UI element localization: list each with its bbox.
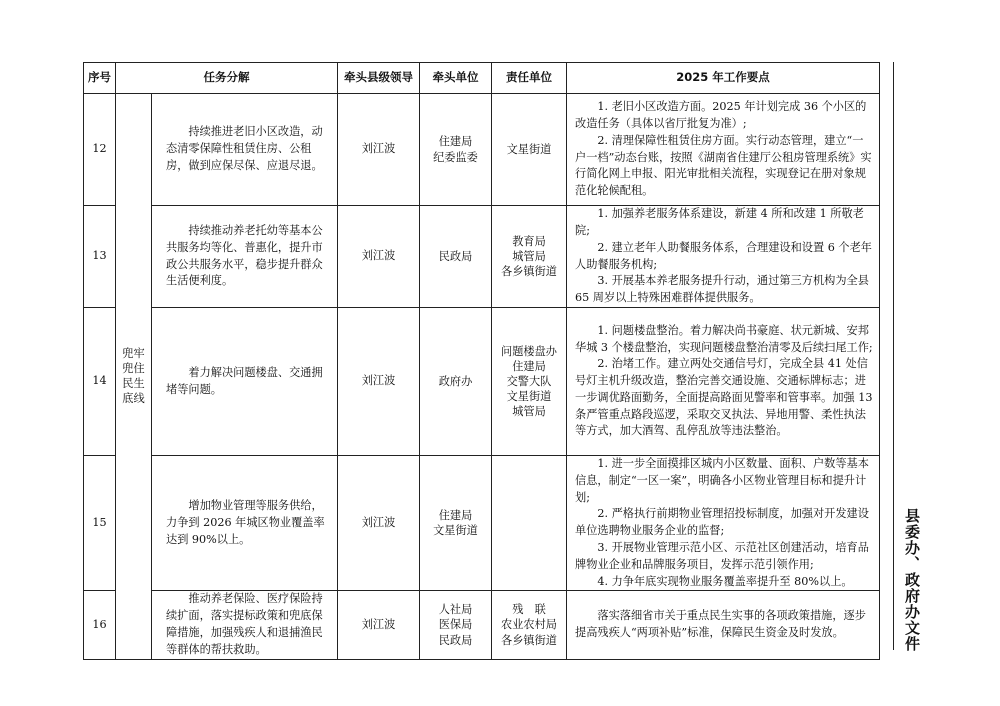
lead-unit-cell <box>420 591 492 659</box>
unit-line: 住建局 <box>438 135 473 149</box>
work-point: 1. 加强养老服务体系建设，新建 4 所和改建 1 所敬老院; <box>575 207 864 237</box>
leader-cell: 刘江波 <box>338 94 420 206</box>
header-no: 序号 <box>84 63 116 94</box>
unit-line: 民政局 <box>438 249 473 263</box>
unit-line: 城管局 <box>512 249 546 263</box>
points-cell <box>567 94 880 206</box>
resp-unit-cell <box>492 591 567 659</box>
lead-unit-cell <box>420 206 492 308</box>
points-cell <box>567 591 880 659</box>
table-header-row <box>84 63 880 94</box>
unit-line: 政府办 <box>438 374 473 388</box>
header-task: 任务分解 <box>116 63 338 94</box>
header-resp-unit: 责任单位 <box>492 63 567 94</box>
side-divider-line <box>893 62 894 650</box>
leader-cell: 刘江波 <box>338 206 420 308</box>
unit-line: 住建局 <box>438 509 473 523</box>
work-point: 1. 进一步全面摸排区城内小区数量、面积、户数等基本信息，制定“一区一案”，明确各小区物业管理目标和提升计划; <box>575 457 869 504</box>
header-leader: 牵头县级领导 <box>338 63 420 94</box>
work-point: 1. 老旧小区改造方面。2025 年计划完成 36 个小区的改造任务（具体以省厅批复为准）; <box>575 100 867 130</box>
unit-line: 各乡镇街道 <box>501 633 557 647</box>
leader-cell: 刘江波 <box>338 591 420 659</box>
resp-unit-cell <box>492 456 567 591</box>
task-cell: 着力解决问题楼盘、交通拥堵等问题。 <box>152 308 338 456</box>
category-cell: 兜牢兜住民生底线 <box>116 94 152 660</box>
unit-line: 住建局 <box>512 359 546 373</box>
row-number: 12 <box>84 94 116 206</box>
unit-line: 文星街道 <box>506 390 552 404</box>
unit-line: 医保局 <box>438 618 473 632</box>
table-row <box>84 94 880 206</box>
work-point: 落实落细省市关于重点民生实事的各项政策措施，逐步提高残疾人“两项补贴”标准，保障民生资金及时发放。 <box>575 609 866 639</box>
table-row <box>84 206 880 308</box>
work-point: 2. 治堵工作。建立两处交通信号灯，完成全县 41 处信号灯主机升级改造，整治完善交通设施、交通标牌标志；进一步调优路面勤务，全面提高路面见警率和管事率。加强 13 条严管重点路段巡逻，采取交叉执法、异地用警、柔性执法等方式，加大酒驾、乱停乱放等违法整治。 <box>575 357 873 438</box>
unit-line: 问题楼盘办 <box>501 344 557 358</box>
unit-line: 民政局 <box>438 633 473 647</box>
leader-cell: 刘江波 <box>338 308 420 456</box>
work-point: 3. 开展物业管理示范小区、示范社区创建活动，培育品牌物业企业和品牌服务项目，发挥示范引领作用; <box>575 540 869 571</box>
unit-line: 城管局 <box>512 405 546 419</box>
task-cell: 持续推动养老托幼等基本公共服务均等化、普惠化，提升市政公共服务水平，稳步提升群众生活便利度。 <box>152 206 338 308</box>
unit-line: 农业农村局 <box>501 618 557 632</box>
lead-unit-cell <box>420 308 492 456</box>
resp-unit-cell <box>492 206 567 308</box>
table-row <box>84 591 880 659</box>
work-point: 2. 建立老年人助餐服务体系，合理建设和设置 6 个老年人助餐服务机构; <box>575 240 872 271</box>
row-number: 16 <box>84 591 116 659</box>
work-point: 2. 严格执行前期物业管理招投标制度，加强对开发建设单位选聘物业服务企业的监督; <box>575 507 869 538</box>
header-lead-unit: 牵头单位 <box>420 63 492 94</box>
row-number: 14 <box>84 308 116 456</box>
unit-line: 教育局 <box>512 234 546 248</box>
unit-line: 各乡镇街道 <box>501 265 557 279</box>
resp-unit-cell <box>492 308 567 456</box>
lead-unit-cell <box>420 456 492 591</box>
resp-unit-cell <box>492 94 567 206</box>
points-cell <box>567 308 880 456</box>
task-cell: 增加物业管理等服务供给，力争到 2026 年城区物业覆盖率达到 90%以上。 <box>152 456 338 591</box>
unit-line: 交警大队 <box>506 374 552 388</box>
side-caption: 县委办、政府办文件 <box>903 508 921 652</box>
lead-unit-cell <box>420 94 492 206</box>
table-row <box>84 308 880 456</box>
row-number: 13 <box>84 206 116 308</box>
unit-line: 残 联 <box>512 603 546 617</box>
leader-cell: 刘江波 <box>338 456 420 591</box>
work-point: 4. 力争年底实现物业服务覆盖率提升至 80%以上。 <box>597 574 853 588</box>
work-point: 1. 问题楼盘整治。着力解决尚书豪庭、状元新城、安邦华城 3 个楼盘整治，实现问题楼盘整治清零及后续扫尾工作; <box>575 323 873 354</box>
unit-line: 文星街道 <box>433 524 478 538</box>
task-cell: 持续推进老旧小区改造，动态清零保障性租赁住房、公租房，做到应保尽保、应退尽退。 <box>152 94 338 206</box>
points-cell <box>567 206 880 308</box>
unit-line: 文星街道 <box>506 142 552 156</box>
task-cell: 推动养老保险、医疗保险持续扩面，落实提标政策和兜底保障措施，加强残疾人和退捕渔民等群体的帮扶救助。 <box>152 591 338 659</box>
points-cell <box>567 456 880 591</box>
work-point: 3. 开展基本养老服务提升行动，通过第三方机构为全县 65 周岁以上特殊困难群体提供服务。 <box>575 274 869 305</box>
header-points: 2025 年工作要点 <box>567 63 880 94</box>
unit-line: 人社局 <box>438 603 473 617</box>
work-plan-table <box>83 62 880 660</box>
row-number: 15 <box>84 456 116 591</box>
work-point: 2. 清理保障性租赁住房方面。实行动态管理，建立“一户一档”动态台账，按照《湖南省住建厅公租房管理系统》实行简化网上申报、阳光审批相关流程，实现登记在册对象规范化轮候配租。 <box>575 133 872 198</box>
unit-line: 纪委监委 <box>433 150 478 164</box>
table-row <box>84 456 880 591</box>
